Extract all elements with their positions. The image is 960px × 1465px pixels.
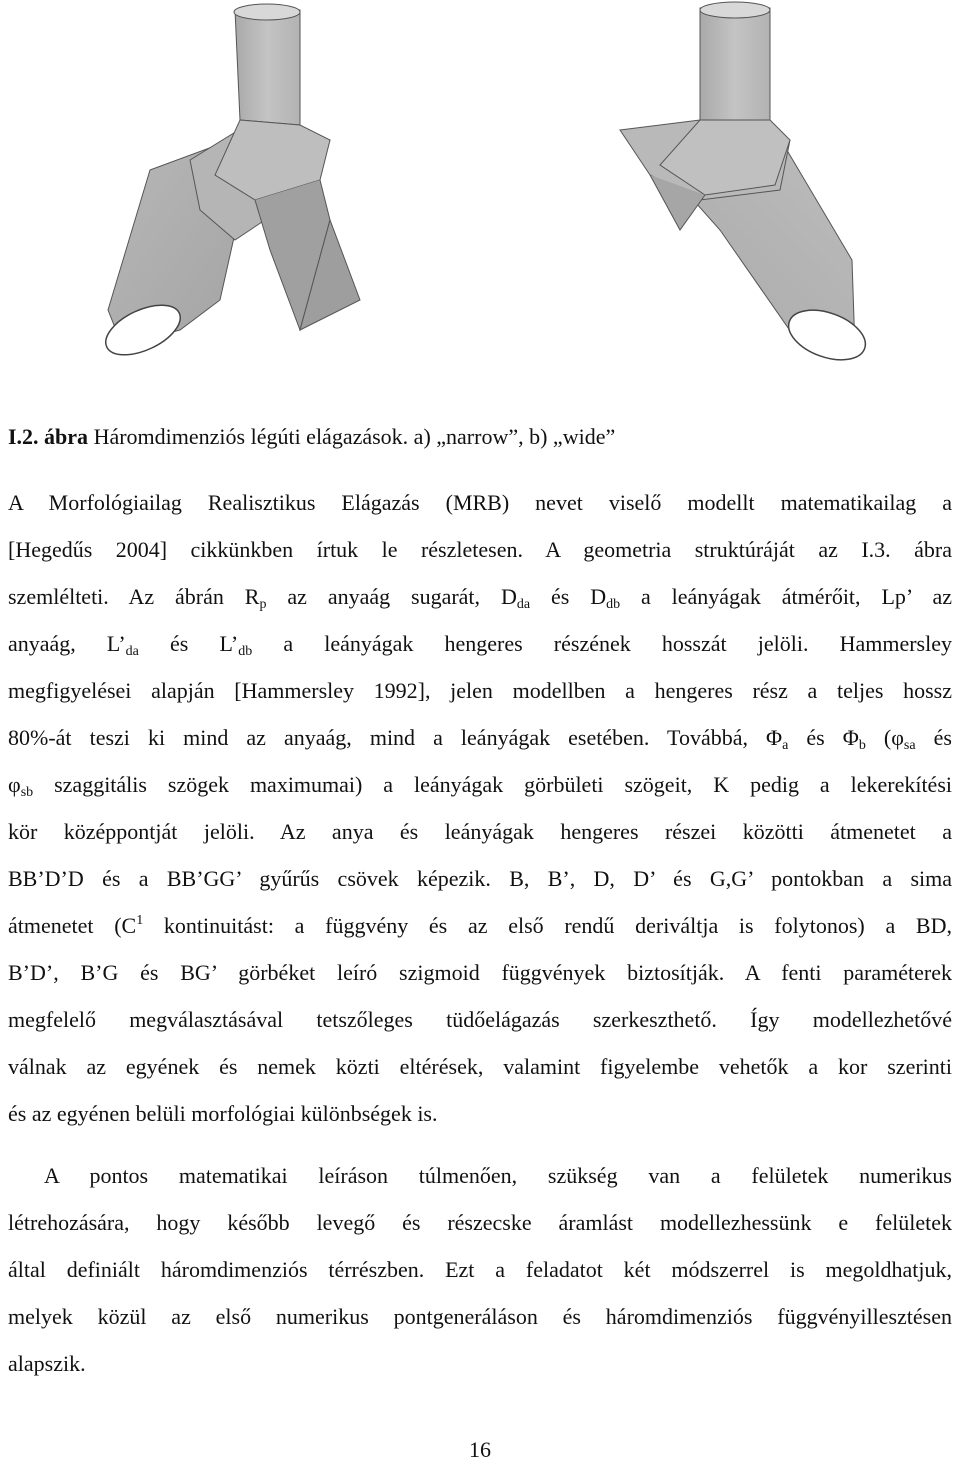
figure-caption (8, 424, 615, 450)
text-line: [Hegedűs 2004] cikkünkben írtuk le részletesen. A geometria struktúráját az I.3. ábra (8, 537, 952, 562)
text-line: melyek közül az első numerikus pontgeneráláson és háromdimenziós függvényillesztésen (8, 1304, 952, 1329)
text-line: átmenetet ($C^1$ kontinuitást: a függvény és az első rendű deriváltja is folytonos) a BD, (8, 913, 952, 938)
text-line: anyaág, $L’_{da}$ és $L’_{db}$ a leányágak hengeres részének hosszát jelöli. Hammersley (8, 631, 952, 659)
figure-caption-text: Háromdimenziós légúti elágazások. a) „narrow”, b) „wide” (88, 424, 616, 449)
text-line: A pontos matematikai leíráson túlmenően, szükség van a felületek numerikus (44, 1163, 952, 1188)
text-line: válnak az egyének és nemek közti eltérések, valamint figyelembe vehetők a kor szerinti (8, 1054, 952, 1079)
text-line: B’D’, B’G és BG’ görbéket leíró szigmoid függvények biztosítják. A fenti paraméterek (8, 960, 952, 985)
text-line: kör középpontját jelöli. Az anya és leányágak hengeres részei közötti átmenetet a (8, 819, 952, 844)
text-line: alapszik. (8, 1351, 86, 1376)
text-line: és az egyénen belüli morfológiai különbségek is. (8, 1101, 438, 1126)
text-line: megfigyelései alapján [Hammersley 1992], jelen modellben a hengeres rész a teljes hossz (8, 678, 952, 703)
figure-label: I.2. ábra (8, 424, 89, 449)
page-number: 16 (469, 1437, 491, 1462)
text-line: megfelelő megválasztásával tetszőleges tüdőelágazás szerkeszthető. Így modellezhetővé (8, 1007, 952, 1032)
text-line: $\varphi_{sb}$ szaggitális szögek maximumai) a leányágak görbületi szögeit, K pedig a lekerekítési (8, 772, 952, 800)
text-line: 80%-át teszi ki mind az anyaág, mind a leányágak esetében. Továbbá, $\Phi_a$ és $\Phi_b$ ($\varphi_{sa}$ és (8, 725, 952, 753)
text-line: szemlélteti. Az ábrán $R_p$ az anyaág sugarát, $D_{da}$ és $D_{db}$ a leányágak átmérőit, Lp’ az (8, 584, 953, 612)
text-line: A Morfológiailag Realisztikus Elágazás (MRB) nevet viselő modellt matematikailag a (8, 490, 952, 515)
text-line: által definiált háromdimenziós térrészben. Ezt a feladatot két módszerrel is megoldhatjuk, (8, 1257, 952, 1282)
airway-bifurcation-figure (0, 0, 960, 380)
text-line: BB’D’D és a BB’GG’ gyűrűs csövek képezik. B, B’, D, D’ és G,G’ pontokban a sima (8, 866, 952, 891)
text-line: létrehozására, hogy később levegő és részecske áramlást modellezhessünk e felületek (8, 1210, 952, 1235)
